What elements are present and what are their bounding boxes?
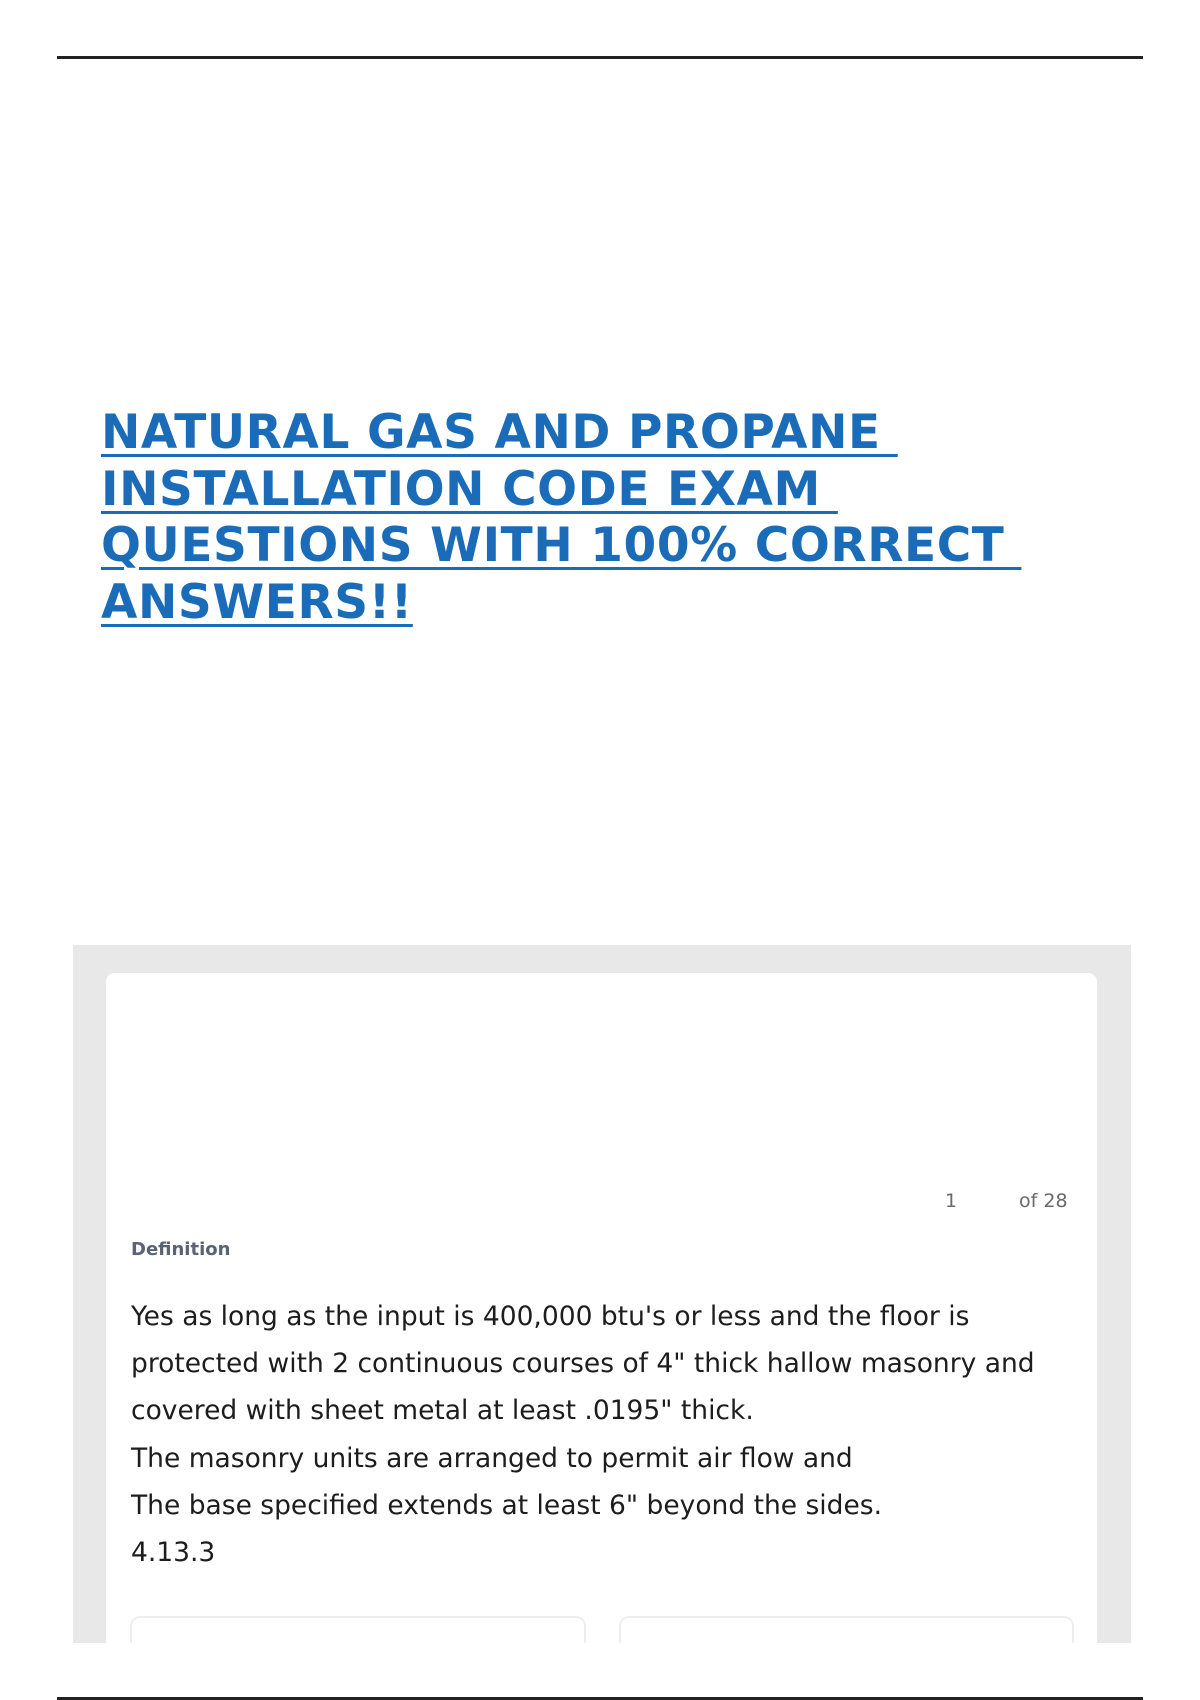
page-total: of 28 <box>1019 1190 1068 1212</box>
definition-text <box>131 1293 1091 1576</box>
title-link-line-2[interactable]: INSTALLATION CODE EXAM <box>101 461 838 517</box>
answer-option-box-1[interactable] <box>130 1616 586 1643</box>
definition-line: covered with sheet metal at least .0195" thick. <box>131 1395 754 1427</box>
title-link-line-3[interactable]: QUESTIONS WITH 100% CORRECT <box>101 518 1022 573</box>
definition-line: Yes as long as the input is 400,000 btu's or less and the floor is <box>131 1301 970 1332</box>
answer-option-box-2[interactable] <box>619 1616 1074 1643</box>
document-title <box>101 405 1101 631</box>
card-side-label: Definition <box>131 1239 231 1260</box>
definition-line: 4.13.3 <box>131 1537 216 1569</box>
title-link-line-4[interactable]: ANSWERS!! <box>101 574 413 630</box>
definition-line: The masonry units are arranged to permit air flow and <box>131 1442 853 1474</box>
flashcard[interactable] <box>106 973 1097 1643</box>
page-current: 1 <box>945 1190 958 1212</box>
title-link-line-1[interactable]: NATURAL GAS AND PROPANE <box>101 405 898 460</box>
definition-line: The base specified extends at least 6" beyond the sides. <box>131 1489 883 1521</box>
flashcard-viewer-panel <box>73 945 1131 1643</box>
top-rule <box>57 56 1143 59</box>
definition-line: protected with 2 continuous courses of 4" thick hallow masonry and <box>131 1348 1035 1380</box>
